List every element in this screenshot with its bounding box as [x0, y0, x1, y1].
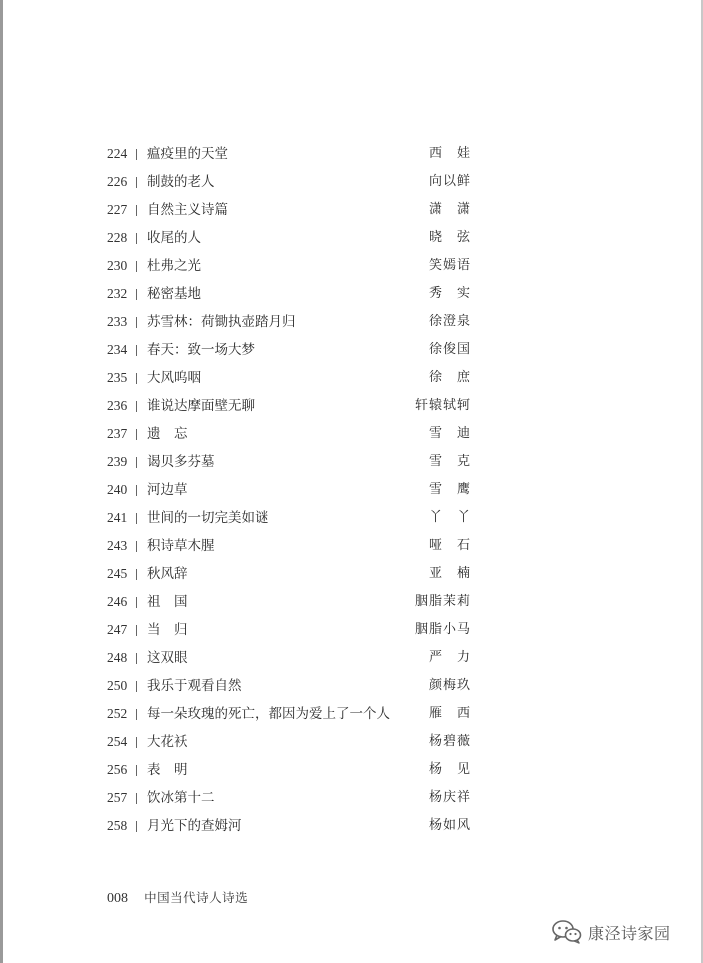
table-of-contents: [107, 140, 477, 840]
toc-entry: [107, 728, 477, 756]
toc-title: 谒贝多芬墓: [147, 454, 215, 470]
toc-entry: [107, 392, 477, 420]
toc-page-number: 248: [107, 650, 128, 665]
toc-separator: [136, 569, 137, 580]
toc-author: 向以鲜: [428, 174, 471, 189]
toc-page-number: 230: [107, 258, 128, 273]
toc-title: 瘟疫里的天堂: [147, 146, 228, 162]
toc-separator: [136, 681, 137, 692]
toc-separator: [136, 597, 137, 608]
toc-title: 当 归: [147, 622, 188, 638]
toc-author: 杨碧薇: [428, 734, 471, 749]
toc-separator: [136, 233, 137, 244]
toc-entry: [107, 336, 477, 364]
toc-author: 晓 弦: [428, 230, 471, 245]
toc-entry: [107, 700, 477, 728]
toc-page-number: 243: [107, 538, 128, 553]
toc-title: 每一朵玫瑰的死亡，都因为爱上了一个人: [147, 706, 390, 722]
toc-separator: [136, 149, 137, 160]
toc-title: 饮冰第十二: [147, 790, 215, 806]
toc-author: 颜梅玖: [428, 678, 471, 693]
toc-entry: [107, 196, 477, 224]
toc-entry: [107, 672, 477, 700]
toc-page-number: 245: [107, 566, 128, 581]
toc-page-number: 233: [107, 314, 128, 329]
toc-separator: [136, 793, 137, 804]
toc-entry: [107, 448, 477, 476]
toc-entry: [107, 252, 477, 280]
toc-author: 亚 楠: [428, 566, 471, 581]
toc-author: 雁 西: [428, 706, 471, 721]
toc-author: 雪 鹰: [428, 482, 471, 497]
wechat-icon: [552, 919, 582, 945]
toc-page-number: 246: [107, 594, 128, 609]
page-number: 008: [107, 891, 128, 906]
toc-author: 雪 克: [428, 454, 471, 469]
toc-entry: [107, 532, 477, 560]
toc-page-number: 250: [107, 678, 128, 693]
toc-separator: [136, 737, 137, 748]
toc-title: 苏雪林：荷锄执壶踏月归: [147, 314, 296, 330]
toc-entry: [107, 588, 477, 616]
toc-page-number: 224: [107, 146, 128, 161]
toc-title: 自然主义诗篇: [147, 202, 228, 218]
toc-author: 杨庆祥: [428, 790, 471, 805]
toc-title: 春天：致一场大梦: [147, 342, 255, 358]
toc-separator: [136, 709, 137, 720]
toc-entry: [107, 504, 477, 532]
toc-title: 大花袄: [147, 734, 188, 750]
toc-separator: [136, 289, 137, 300]
toc-title: 世间的一切完美如谜: [147, 510, 269, 526]
toc-title: 制鼓的老人: [147, 174, 215, 190]
toc-page-number: 232: [107, 286, 128, 301]
toc-entry: [107, 308, 477, 336]
toc-author: 严 力: [428, 650, 471, 665]
toc-title: 这双眼: [147, 650, 188, 666]
toc-page-number: 252: [107, 706, 128, 721]
page-left-edge: [0, 0, 3, 963]
toc-separator: [136, 429, 137, 440]
watermark: [552, 918, 671, 946]
toc-author: 胭脂小马: [414, 622, 471, 637]
toc-entry: [107, 616, 477, 644]
toc-page-number: 228: [107, 230, 128, 245]
toc-author: 笑嫣语: [428, 258, 471, 273]
toc-author: 丫 丫: [428, 510, 471, 525]
toc-author: 秀 实: [428, 286, 471, 301]
toc-entry: [107, 812, 477, 840]
toc-title: 遗 忘: [147, 426, 188, 442]
toc-author: 雪 迪: [428, 426, 471, 441]
toc-separator: [136, 485, 137, 496]
toc-entry: [107, 476, 477, 504]
toc-title: 表 明: [147, 762, 188, 778]
toc-entry: [107, 784, 477, 812]
toc-author: 徐俊国: [428, 342, 471, 357]
toc-title: 积诗草木腥: [147, 538, 215, 554]
toc-title: 祖 国: [147, 594, 188, 610]
toc-author: 哑 石: [428, 538, 471, 553]
toc-separator: [136, 541, 137, 552]
toc-separator: [136, 177, 137, 188]
toc-title: 收尾的人: [147, 230, 201, 246]
page-footer: [107, 888, 248, 908]
toc-entry: [107, 224, 477, 252]
toc-page-number: 257: [107, 790, 128, 805]
toc-entry: [107, 280, 477, 308]
toc-title: 秋风辞: [147, 566, 188, 582]
toc-page-number: 256: [107, 762, 128, 777]
toc-separator: [136, 205, 137, 216]
toc-title: 大风呜咽: [147, 370, 201, 386]
toc-page-number: 226: [107, 174, 128, 189]
toc-page-number: 236: [107, 398, 128, 413]
toc-title: 河边草: [147, 482, 188, 498]
toc-author: 徐 庶: [428, 370, 471, 385]
toc-page-number: 254: [107, 734, 128, 749]
toc-page-number: 227: [107, 202, 128, 217]
toc-page-number: 239: [107, 454, 128, 469]
toc-entry: [107, 756, 477, 784]
toc-entry: [107, 644, 477, 672]
toc-author: 杨如风: [428, 818, 471, 833]
toc-page-number: 235: [107, 370, 128, 385]
toc-entry: [107, 168, 477, 196]
toc-separator: [136, 401, 137, 412]
toc-page-number: 234: [107, 342, 128, 357]
toc-separator: [136, 765, 137, 776]
toc-page-number: 241: [107, 510, 128, 525]
watermark-text: 康泾诗家园: [588, 923, 671, 943]
toc-author: 胭脂茉莉: [414, 594, 471, 609]
toc-page-number: 240: [107, 482, 128, 497]
toc-entry: [107, 364, 477, 392]
toc-entry: [107, 420, 477, 448]
toc-page-number: 258: [107, 818, 128, 833]
toc-author: 徐澄泉: [428, 314, 471, 329]
toc-separator: [136, 345, 137, 356]
toc-page-number: 237: [107, 426, 128, 441]
toc-title: 秘密基地: [147, 286, 201, 302]
toc-author: 潇 潇: [428, 202, 471, 217]
toc-author: 轩辕轼轲: [414, 398, 471, 413]
toc-separator: [136, 317, 137, 328]
toc-title: 谁说达摩面壁无聊: [147, 398, 255, 414]
toc-author: 杨 见: [428, 762, 471, 777]
toc-entry: [107, 560, 477, 588]
toc-title: 月光下的查姆河: [147, 818, 242, 834]
toc-separator: [136, 513, 137, 524]
toc-separator: [136, 653, 137, 664]
toc-entry: [107, 140, 477, 168]
book-title: 中国当代诗人诗选: [144, 890, 249, 905]
toc-separator: [136, 261, 137, 272]
toc-author: 西 娃: [428, 146, 471, 161]
toc-title: 我乐于观看自然: [147, 678, 242, 694]
toc-separator: [136, 821, 137, 832]
toc-title: 杜弗之光: [147, 258, 201, 274]
toc-separator: [136, 625, 137, 636]
toc-separator: [136, 373, 137, 384]
toc-page-number: 247: [107, 622, 128, 637]
toc-separator: [136, 457, 137, 468]
